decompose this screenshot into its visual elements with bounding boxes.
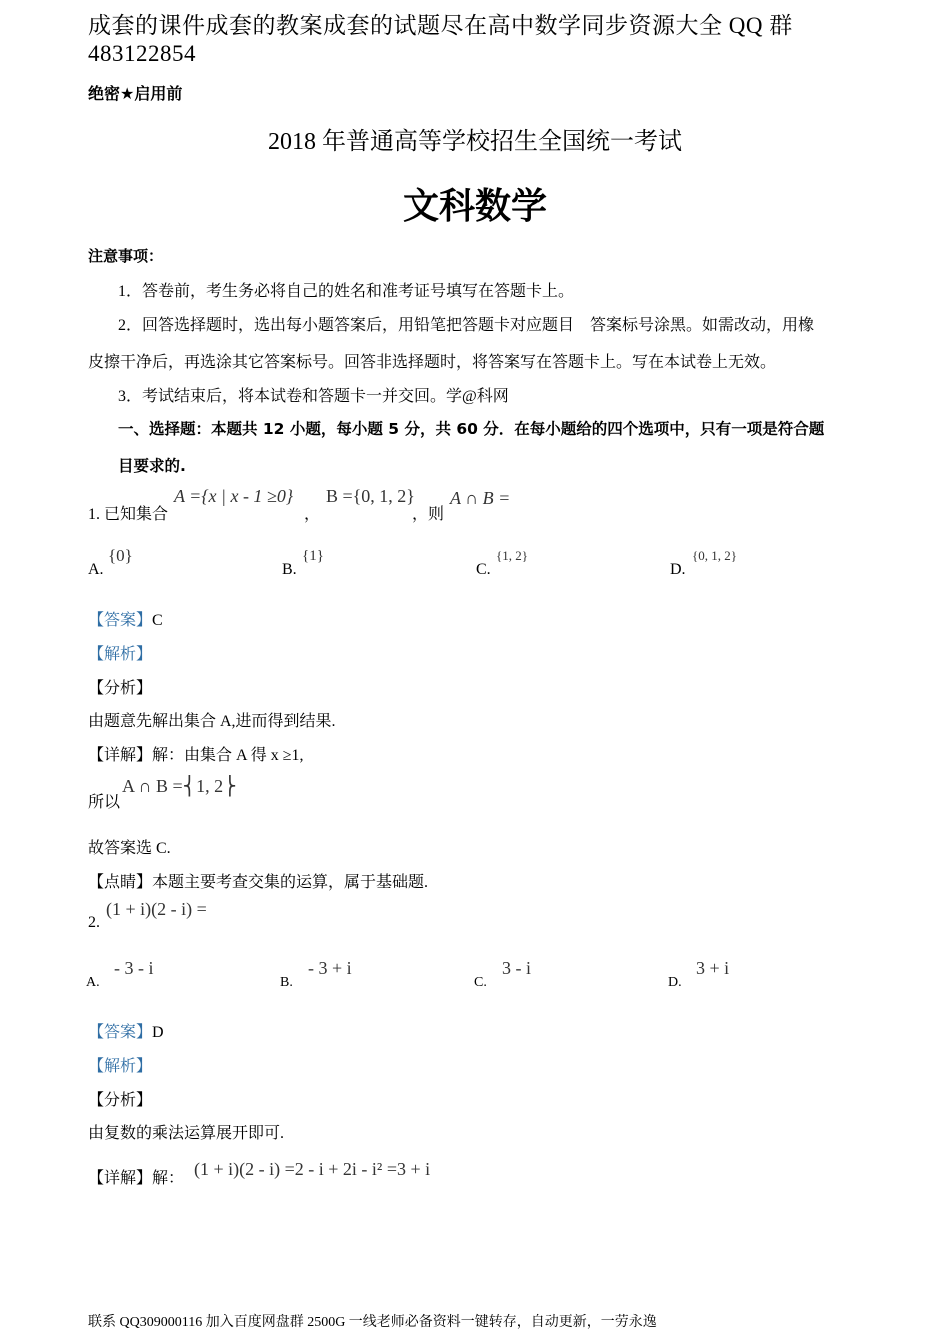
q2-answer [88, 1019, 164, 1042]
q2-fenxi-text: 由复数的乘法运算展开即可. [88, 1125, 285, 1142]
q1-so-expression: A ∩ B =⎨1, 2⎬ [122, 776, 237, 796]
exam-title: 2018 年普通高等学校招生全国统一考试 [268, 129, 682, 155]
header-line-1: 成套的课件成套的教案成套的试题尽在高中数学同步资源大全 QQ 群 [88, 13, 793, 38]
q1-option-c-label: C. [476, 561, 491, 578]
header-line-2: 483122854 [88, 41, 196, 66]
q2-detail [88, 1165, 184, 1188]
q1-set-b: B ={0, 1, 2} [326, 486, 415, 506]
q1-option-a-value: {0} [108, 546, 133, 565]
q1-expression: A ∩ B = [450, 488, 511, 508]
q1-answer-value: C [152, 612, 163, 629]
q2-detail-expression: (1 + i)(2 - i) =2 - i + 2i - i² =3 + i [194, 1159, 431, 1179]
q2-answer-value: D [152, 1024, 164, 1041]
q2-answer-tag: 【答案】 [88, 1024, 153, 1041]
q1-detail-text: 解：由集合 A 得 x ≥1, [152, 747, 304, 764]
q1-answer-tag: 【答案】 [88, 612, 153, 629]
q1-fenxi-tag: 【分析】 [88, 680, 153, 697]
q1-option-d-value: {0, 1, 2} [692, 548, 737, 563]
q2-detail-prefix: 解： [152, 1170, 185, 1187]
q2-option-b-label: B. [280, 975, 293, 990]
q2-expression: (1 + i)(2 - i) = [106, 899, 207, 919]
q1-then: ，则 [412, 506, 445, 523]
q1-answer [88, 607, 163, 630]
q2-detail-tag: 【详解】 [88, 1170, 153, 1187]
q2-option-a-label: A. [86, 975, 100, 990]
q2-option-a-value: - 3 - i [114, 958, 154, 978]
q1-analysis-tag: 【解析】 [88, 646, 153, 663]
note-1: 1．答卷前，考生务必将自己的姓名和准考证号填写在答题卡上。 [118, 283, 575, 300]
q1-so-label: 所以 [88, 794, 121, 811]
q1-comment [88, 869, 428, 892]
secret-label: 绝密★启用前 [88, 84, 183, 103]
q1-conclusion: 故答案选 C. [88, 840, 171, 857]
q1-detail [88, 742, 303, 765]
q2-option-c-value: 3 - i [502, 958, 531, 978]
subject-title: 文科数学 [402, 186, 547, 227]
q1-comment-text: 本题主要考查交集的运算，属于基础题. [152, 874, 429, 891]
q1-fenxi-text: 由题意先解出集合 A,进而得到结果. [88, 713, 336, 730]
section-heading-line-2: 目要求的. [118, 457, 186, 475]
q1-detail-tag: 【详解】 [88, 747, 153, 764]
q1-option-d-label: D. [670, 561, 686, 578]
q1-option-a-label: A. [88, 561, 104, 578]
q1-comment-tag: 【点睛】 [88, 874, 153, 891]
q2-option-c-label: C. [474, 975, 487, 990]
q2-option-d-label: D. [668, 975, 682, 990]
note-2-line-2: 皮擦干净后，再选涂其它答案标号。回答非选择题时，将答案写在答题卡上。写在本试卷上无效。 [88, 354, 777, 371]
q2-fenxi-tag: 【分析】 [88, 1092, 153, 1109]
q2-analysis-tag: 【解析】 [88, 1058, 153, 1075]
q2-number: 2. [88, 914, 100, 931]
q1-comma: ， [304, 506, 321, 523]
q1-prefix: 1. 已知集合 [88, 506, 169, 523]
q1-option-b-value: {1} [302, 548, 324, 564]
footer-note: 联系 QQ309000116 加入百度网盘群 2500G 一线老师必备资料一键转存，自动更新，一劳永逸 [88, 1315, 657, 1330]
q1-option-c-value: {1, 2} [496, 548, 528, 563]
q1-set-a: A ={x | x - 1 ≥0} [174, 486, 294, 506]
note-3: 3．考试结束后，将本试卷和答题卡一并交回。学@科网 [118, 388, 509, 405]
q2-option-b-value: - 3 + i [308, 958, 352, 978]
q2-option-d-value: 3 + i [696, 958, 730, 978]
note-2-line-1: 2．回答选择题时，选出每小题答案后，用铅笔把答题卡对应题目 答案标号涂黑。如需改动，用橡 [118, 317, 815, 334]
section-heading-line-1: 一、选择题：本题共 12 小题，每小题 5 分，共 60 分．在每小题给的四个选项中，只有一项是符合题 [118, 420, 825, 438]
q1-option-b-label: B. [282, 561, 297, 578]
notes-heading: 注意事项： [88, 247, 164, 265]
